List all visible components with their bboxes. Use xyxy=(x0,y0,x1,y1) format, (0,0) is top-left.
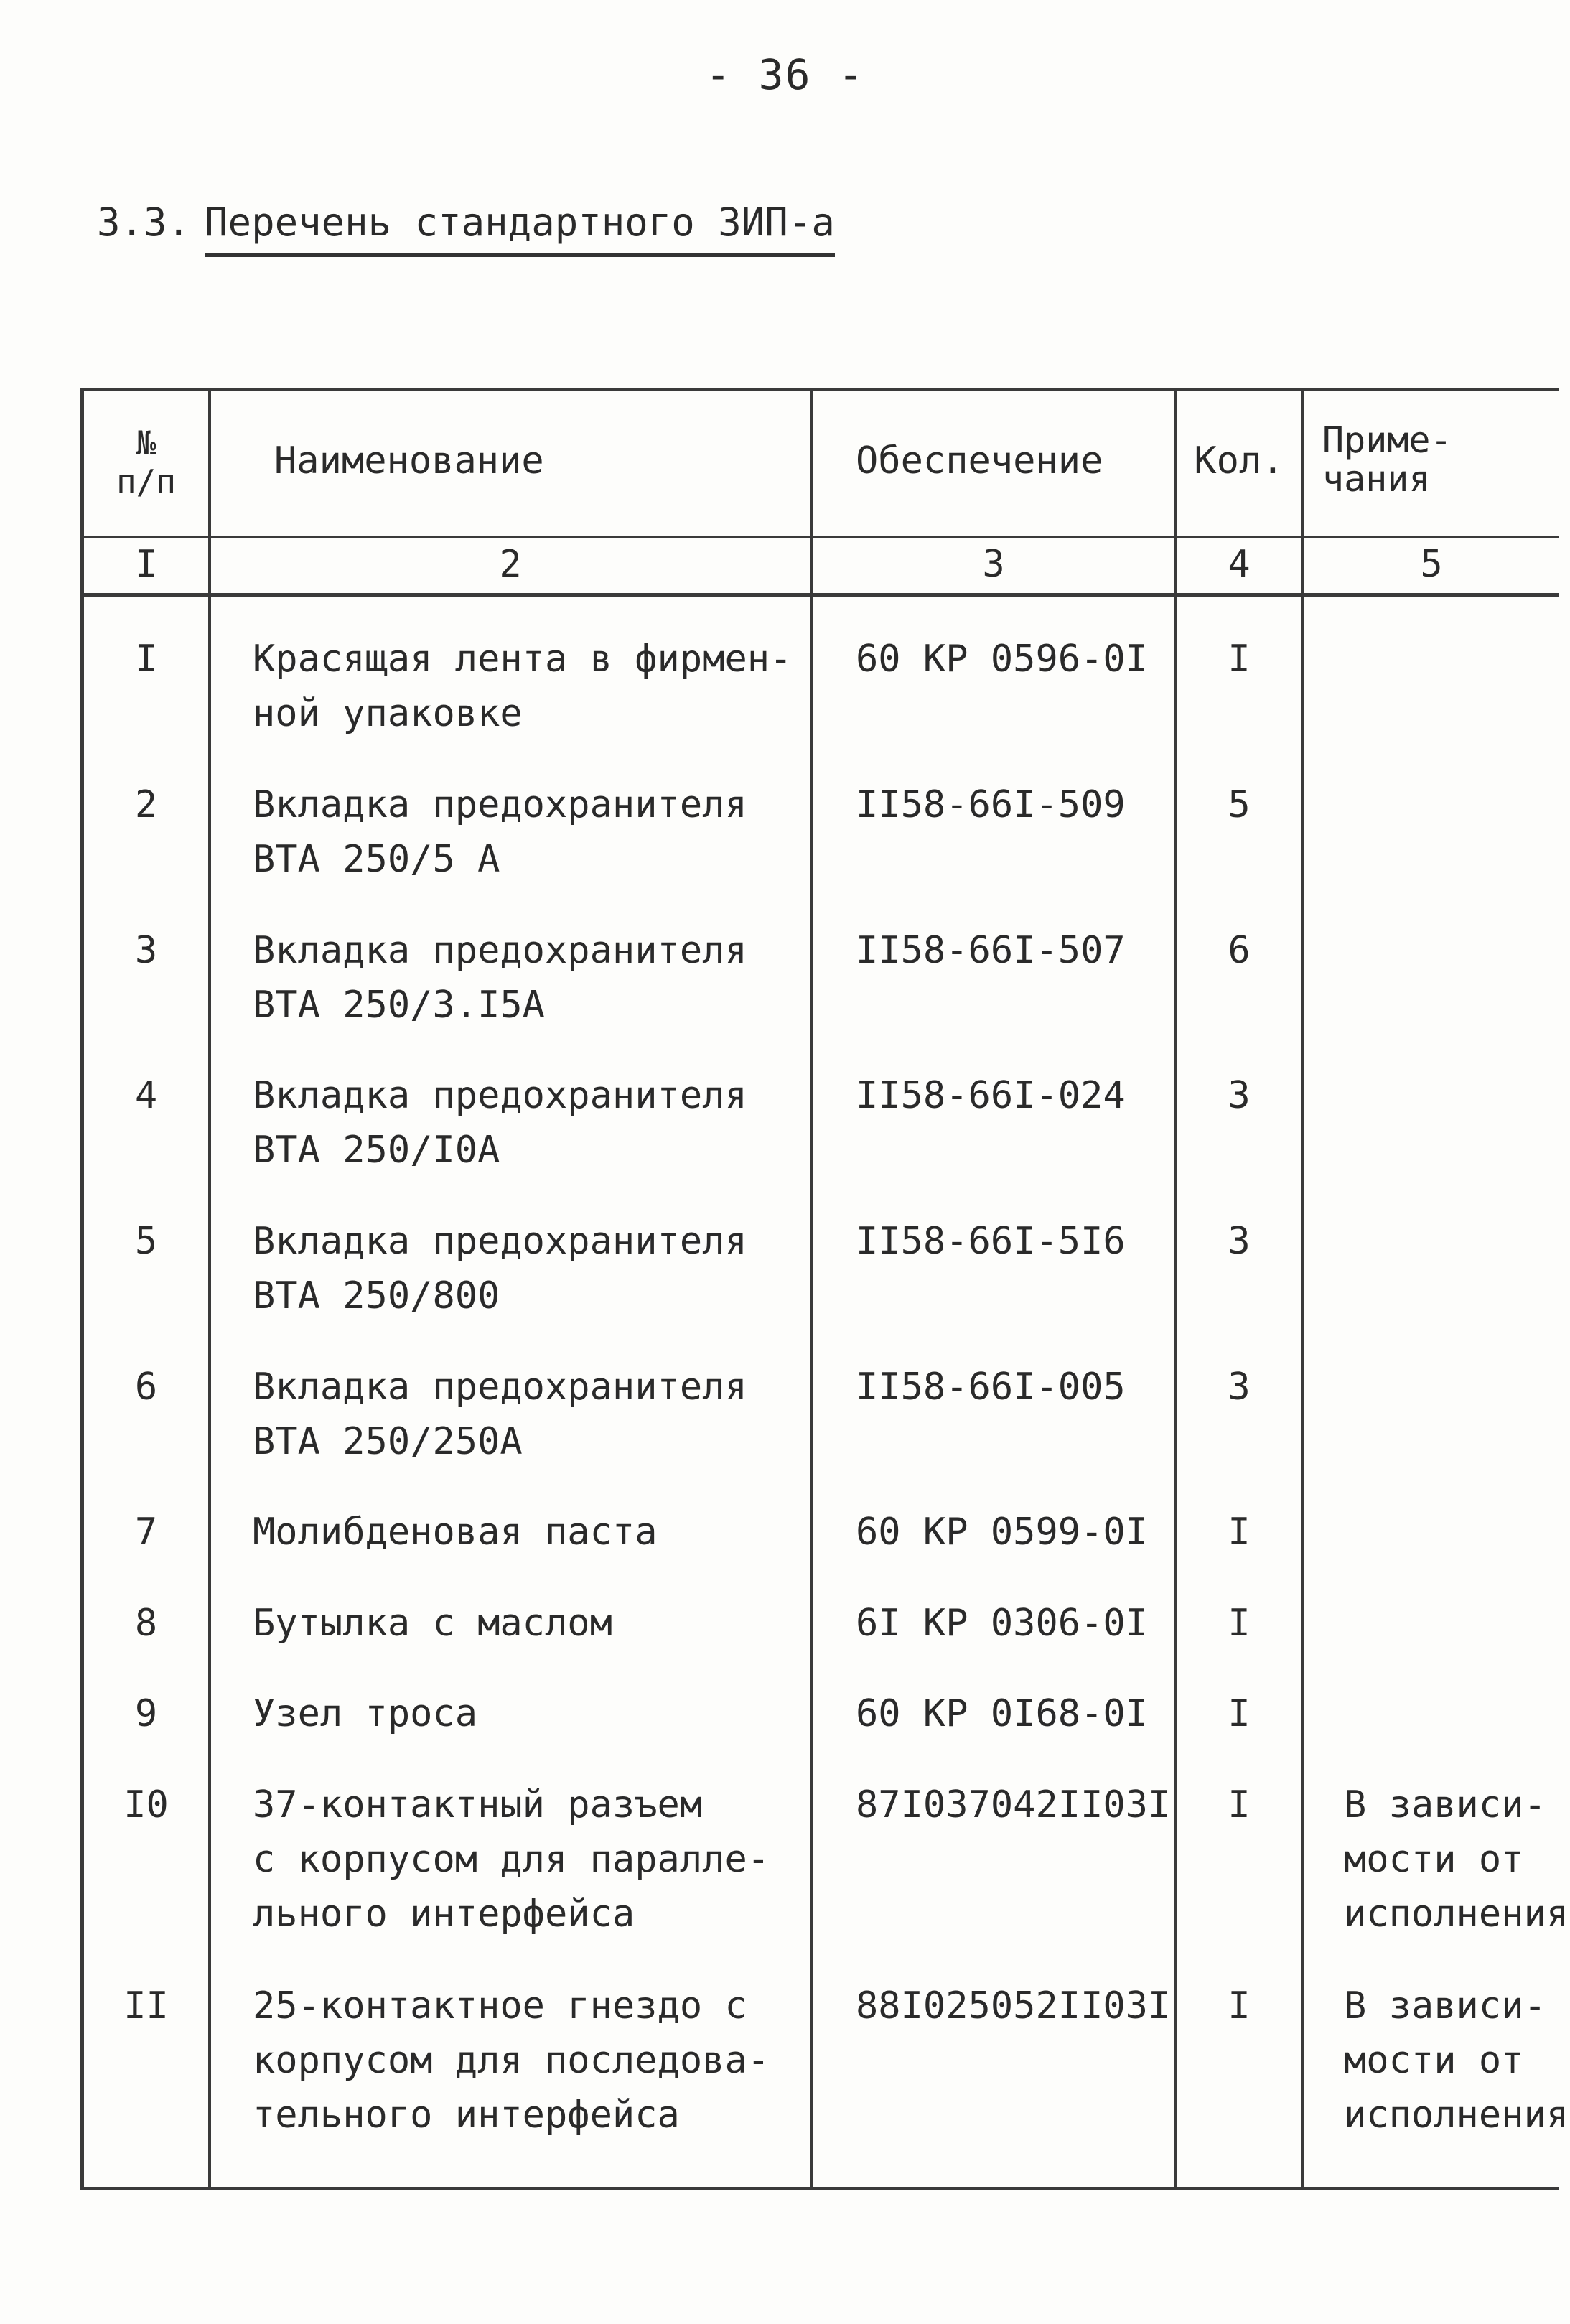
row-number: 4 xyxy=(134,1074,158,1117)
row-name xyxy=(253,1360,747,1469)
row-notes xyxy=(1344,1778,1569,1941)
row-name-line: Вкладка предохранителя xyxy=(253,929,747,972)
header-name: Наименование xyxy=(274,439,544,482)
column-divider-1 xyxy=(208,388,211,2190)
row-name-line: Узел троса xyxy=(253,1692,478,1735)
column-numbers-bottom-rule xyxy=(80,593,1559,597)
row-number: I0 xyxy=(123,1783,169,1826)
column-number-2: 2 xyxy=(499,543,522,586)
row-number: II xyxy=(123,1984,169,2027)
section-title-text: Перечень стандартного ЗИП-а xyxy=(205,200,835,257)
column-number-4: 4 xyxy=(1228,543,1251,586)
row-name-line: Вкладка предохранителя xyxy=(253,1074,747,1117)
row-name-line: 37-контактный разъем xyxy=(253,1783,703,1826)
row-number: 7 xyxy=(134,1511,158,1554)
row-supply: 60 КР 0I68-0I xyxy=(856,1692,1148,1735)
row-number: 3 xyxy=(134,929,158,972)
row-name xyxy=(253,1214,747,1323)
row-notes xyxy=(1344,1979,1569,2142)
row-supply: 87I037042II03I xyxy=(856,1783,1171,1826)
row-name-line: Вкладка предохранителя xyxy=(253,783,747,826)
page-number: - 36 - xyxy=(705,50,865,99)
row-qty: I xyxy=(1228,638,1251,681)
table-bottom-rule xyxy=(80,2187,1559,2190)
row-qty: 6 xyxy=(1228,929,1251,972)
row-number: I xyxy=(134,638,158,681)
row-number: 8 xyxy=(134,1602,158,1645)
row-supply: 6I КР 0306-0I xyxy=(856,1602,1148,1645)
row-number: 5 xyxy=(134,1220,158,1263)
row-name-line: ВТА 250/3.I5А xyxy=(253,984,545,1027)
section-title xyxy=(97,200,835,257)
spare-parts-table xyxy=(80,388,1569,2191)
header-notes-line2: чания xyxy=(1322,458,1431,500)
row-qty: 3 xyxy=(1228,1220,1251,1263)
column-number-3: 3 xyxy=(982,543,1005,586)
row-qty: I xyxy=(1228,1511,1251,1554)
row-name-line: Красящая лента в фирмен- xyxy=(253,638,793,681)
header-num xyxy=(84,424,208,501)
row-notes-line: исполнения xyxy=(1344,1893,1569,1936)
header-supply: Обеспечение xyxy=(856,439,1103,482)
row-notes-line: исполнения xyxy=(1344,2094,1569,2137)
row-name xyxy=(253,1505,658,1559)
header-qty: Кол. xyxy=(1194,439,1284,482)
row-name xyxy=(253,1686,477,1741)
row-supply: II58-66I-005 xyxy=(856,1366,1126,1409)
row-name-line: тельного интерфейса xyxy=(253,2094,680,2137)
row-supply: II58-66I-5I6 xyxy=(856,1220,1126,1263)
row-supply: 88I025052II03I xyxy=(856,1984,1171,2027)
row-notes-line: В зависи- xyxy=(1344,1984,1546,2027)
row-supply: 60 КР 0596-0I xyxy=(856,638,1148,681)
row-name-line: 25-контактное гнездо с xyxy=(253,1984,747,2027)
row-name xyxy=(253,1596,612,1651)
row-notes-line: мости от xyxy=(1344,2039,1524,2082)
row-name xyxy=(253,1068,747,1177)
row-qty: I xyxy=(1228,1692,1251,1735)
section-number: 3.3. xyxy=(97,200,191,245)
row-number: 6 xyxy=(134,1366,158,1409)
header-num-line1: № xyxy=(136,424,156,462)
row-notes-line: В зависи- xyxy=(1344,1783,1546,1826)
row-name-line: льного интерфейса xyxy=(253,1893,635,1936)
row-number: 2 xyxy=(134,783,158,826)
row-name xyxy=(253,1979,770,2142)
row-name-line: ВТА 250/I0А xyxy=(253,1129,500,1172)
row-name-line: ВТА 250/800 xyxy=(253,1274,500,1317)
row-name xyxy=(253,923,747,1032)
row-qty: I xyxy=(1228,1783,1251,1826)
row-name-line: Бутылка с маслом xyxy=(253,1602,612,1645)
row-supply: 60 КР 0599-0I xyxy=(856,1511,1148,1554)
column-divider-4 xyxy=(1301,388,1304,2190)
row-name-line: ной упаковке xyxy=(253,692,523,735)
header-notes-line1: Приме- xyxy=(1322,419,1452,461)
row-qty: 3 xyxy=(1228,1074,1251,1117)
row-name-line: ВТА 250/5 А xyxy=(253,838,500,881)
row-name xyxy=(253,778,747,887)
row-name-line: Вкладка предохранителя xyxy=(253,1220,747,1263)
column-number-5: 5 xyxy=(1420,543,1443,586)
row-number: 9 xyxy=(134,1692,158,1735)
column-number-1: I xyxy=(134,543,158,586)
column-divider-2 xyxy=(810,388,813,2190)
row-name-line: с корпусом для паралле- xyxy=(253,1838,770,1881)
row-qty: I xyxy=(1228,1602,1251,1645)
header-num-line2: п/п xyxy=(116,462,177,501)
header-notes xyxy=(1322,421,1452,498)
row-name-line: ВТА 250/250А xyxy=(253,1420,523,1463)
row-qty: 5 xyxy=(1228,783,1251,826)
row-supply: II58-66I-509 xyxy=(856,783,1126,826)
row-name-line: корпусом для последова- xyxy=(253,2039,770,2082)
row-notes-line: мости от xyxy=(1344,1838,1524,1881)
row-qty: 3 xyxy=(1228,1366,1251,1409)
row-name-line: Вкладка предохранителя xyxy=(253,1366,747,1409)
row-supply: II58-66I-507 xyxy=(856,929,1126,972)
row-name xyxy=(253,632,792,741)
row-supply: II58-66I-024 xyxy=(856,1074,1126,1117)
row-name-line: Молибденовая паста xyxy=(253,1511,658,1554)
table-top-rule xyxy=(80,388,1559,391)
row-qty: I xyxy=(1228,1984,1251,2027)
row-name xyxy=(253,1778,770,1941)
